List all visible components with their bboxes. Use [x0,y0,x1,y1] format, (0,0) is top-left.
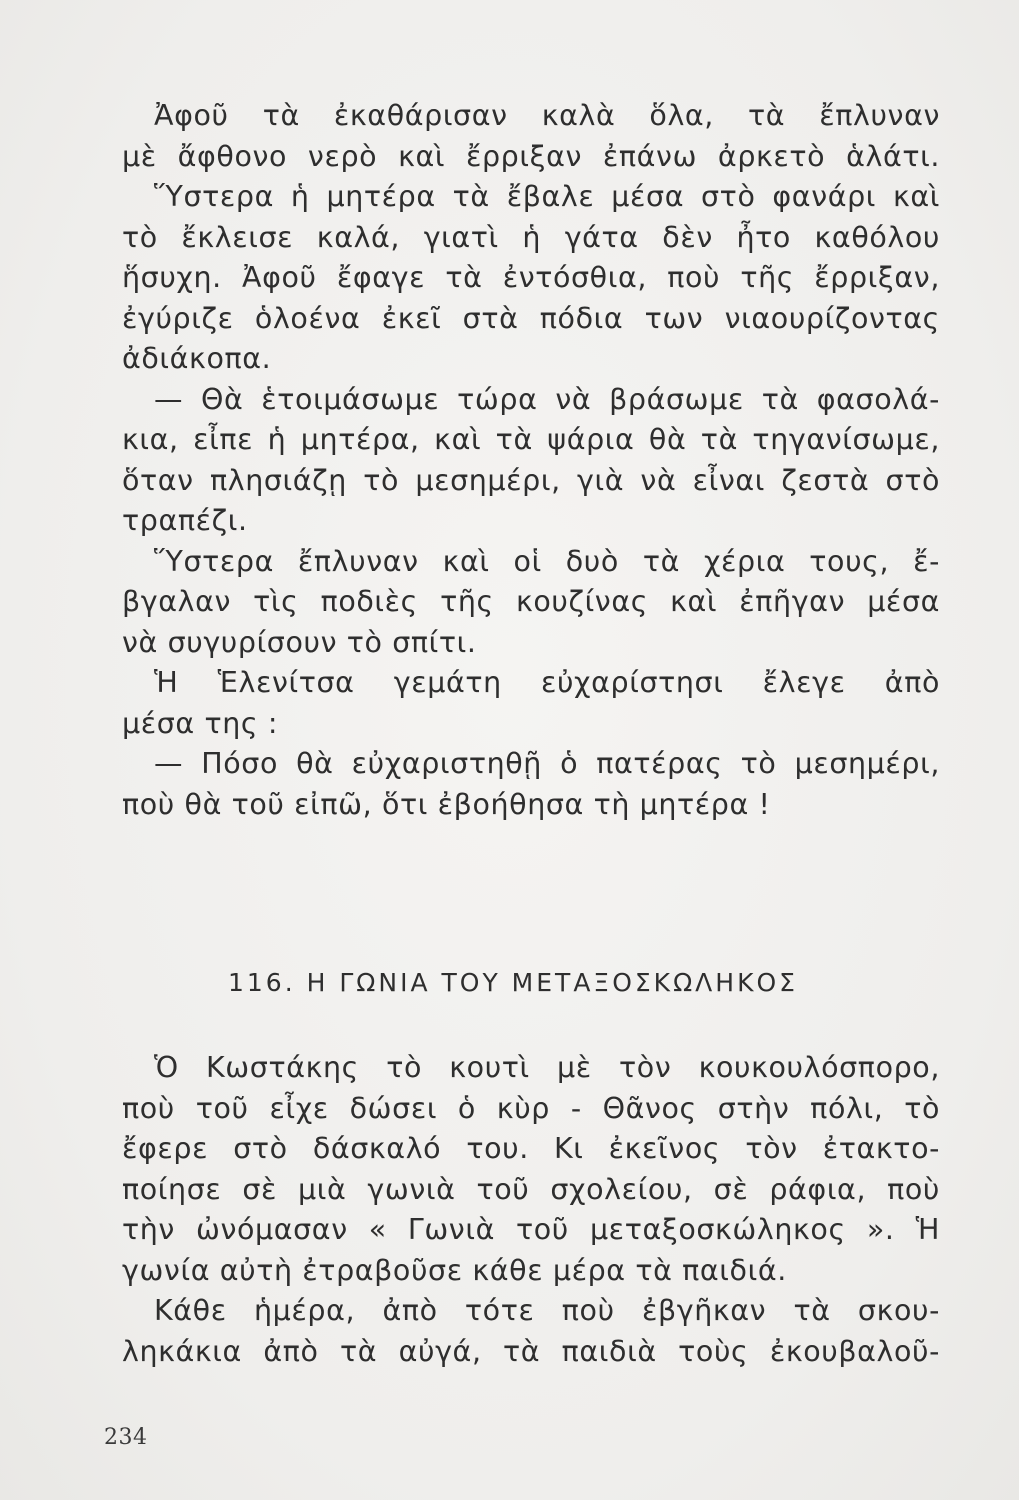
text-line: Ἡ Ἑλενίτσα γεμάτη εὐχαρίστησι ἔλεγε ἀπὸ [154,666,940,699]
page-number: 234 [104,1425,148,1450]
text-line: — Πόσο θὰ εὐχαριστηθῇ ὁ πατέρας τὸ μεσημέρι, [154,747,940,780]
section-heading: 116. Η ΓΩΝΙΑ ΤΟΥ ΜΕΤΑΞΟΣΚΩΛΗΚΟΣ [228,968,798,997]
text-line: τὸ ἔκλεισε καλά, γιατὶ ἡ γάτα δὲν ἦτο καθόλου [122,220,940,254]
text-line: ληκάκια ἀπὸ τὰ αὐγά, τὰ παιδιὰ τοὺς ἐκουβαλοῦ- [122,1334,940,1368]
text-line: ἔφερε στὸ δάσκαλό του. Κι ἐκεῖνος τὸν ἐτακτο- [122,1132,940,1165]
paragraph-block-bottom [122,1048,940,1372]
text-line: ὅταν πλησιάζῃ τὸ μεσημέρι, γιὰ νὰ εἶναι ζεστὰ στὸ [122,463,940,497]
text-line: τὴν ὠνόμασαν « Γωνιὰ τοῦ μεταξοσκώληκος ». Ἡ [122,1213,940,1246]
text-line: — Θὰ ἑτοιμάσωμε τώρα νὰ βράσωμε τὰ φασολά- [154,382,940,416]
text-line: ποίησε σὲ μιὰ γωνιὰ τοῦ σχολείου, σὲ ράφια, ποὺ [122,1172,940,1206]
text-line: Ὁ Κωστάκης τὸ κουτὶ μὲ τὸν κουκουλόσπορο, [154,1051,940,1084]
text-line: γωνία αὐτὴ ἐτραβοῦσε κάθε μέρα τὰ παιδιά. [122,1253,787,1287]
text-line: ἥσυχη. Ἀφοῦ ἔφαγε τὰ ἐντόσθια, ποὺ τῆς ἔρριξαν, [122,261,940,294]
paragraph-block-top [122,96,940,825]
text-line: μὲ ἄφθονο νερὸ καὶ ἔρριξαν ἐπάνω ἀρκετὸ ἁλάτι. [122,139,940,173]
text-line: Ὕστερα ἡ μητέρα τὰ ἔβαλε μέσα στὸ φανάρι καὶ [154,180,940,213]
text-line: ποὺ τοῦ εἶχε δώσει ὁ κὺρ - Θᾶνος στὴν πόλι, τὸ [122,1091,940,1125]
text-line: Ἀφοῦ τὰ ἐκαθάρισαν καλὰ ὅλα, τὰ ἔπλυναν [154,99,940,132]
text-line: Κάθε ἡμέρα, ἀπὸ τότε ποὺ ἐβγῆκαν τὰ σκου- [154,1294,940,1327]
text-line: ποὺ θὰ τοῦ εἰπῶ, ὅτι ἐβοήθησα τὴ μητέρα ! [122,787,771,821]
text-line: ἀδιάκοπα. [122,342,272,375]
text-line: βγαλαν τὶς ποδιὲς τῆς κουζίνας καὶ ἐπῆγαν μέσα [122,585,940,618]
text-line: κια, εἶπε ἡ μητέρα, καὶ τὰ ψάρια θὰ τὰ τηγανίσωμε, [122,423,940,456]
text-line: τραπέζι. [122,504,248,537]
text-line: νὰ συγυρίσουν τὸ σπίτι. [122,625,477,659]
text-line: Ὕστερα ἔπλυναν καὶ οἱ δυὸ τὰ χέρια τους, ἔ- [154,544,940,578]
text-line: μέσα της : [122,706,279,740]
text-line: ἐγύριζε ὁλοένα ἐκεῖ στὰ πόδια των νιαουρίζοντας [122,301,940,335]
